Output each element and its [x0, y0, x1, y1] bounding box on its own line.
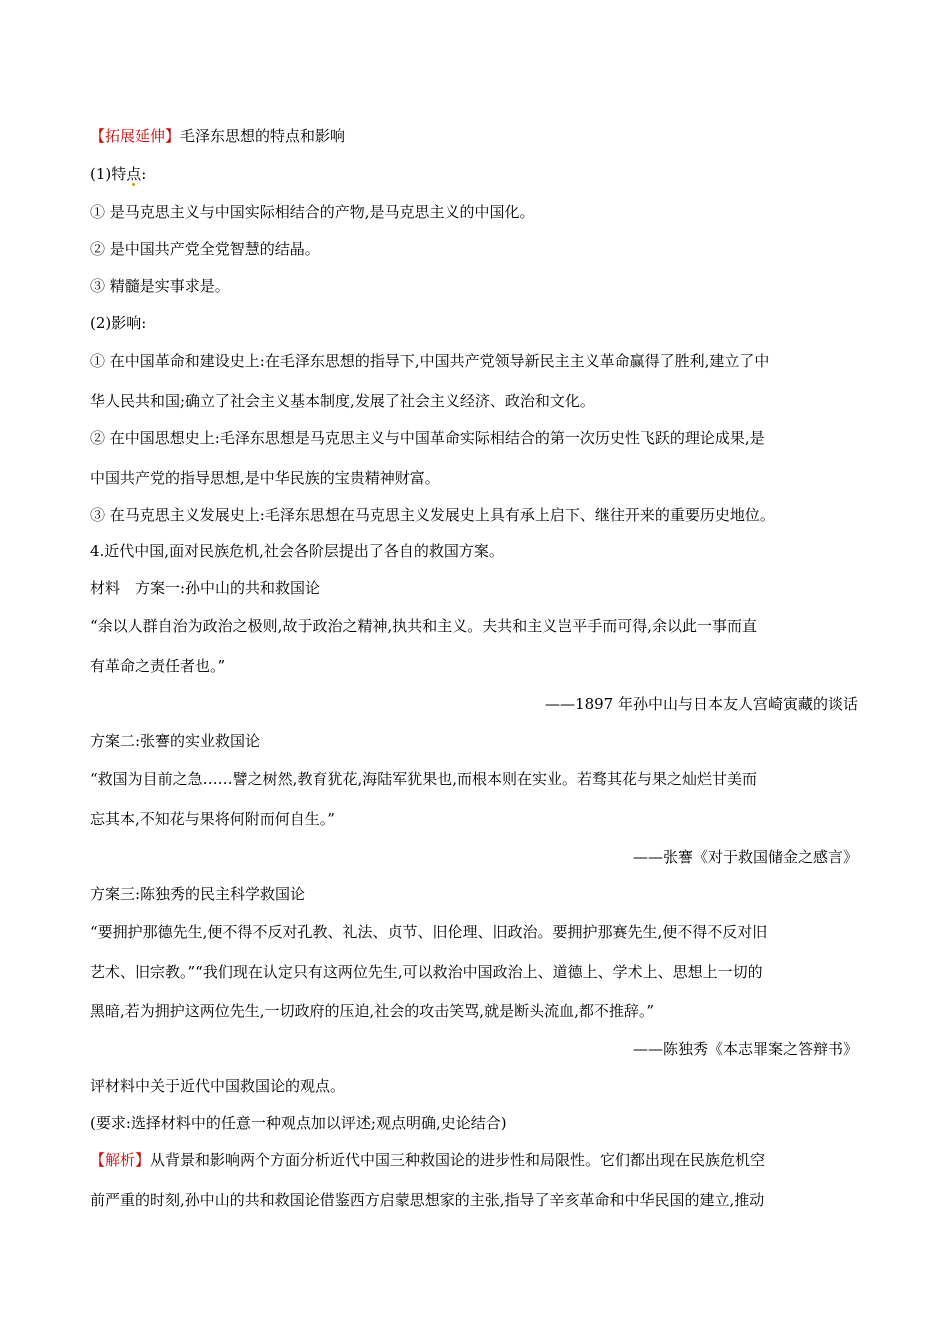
material-3-quote-line-3: 黑暗,若为拥护这两位先生,一切政府的压迫,社会的攻击笑骂,就是断头流血,都不推辞。” [90, 1002, 655, 1020]
material-3-heading: 方案三:陈独秀的民主科学救国论 [90, 885, 306, 903]
question-requirement: (要求:选择材料中的任意一种观点加以评述;观点明确,史论结合) [90, 1114, 507, 1132]
extension-heading [90, 126, 345, 146]
material-2-source: ——张謇《对于救国储金之感言》 [632, 848, 858, 866]
material-1-heading: 材料 方案一:孙中山的共和救国论 [90, 579, 321, 597]
influence-2-line-1: ② 在中国思想史上:毛泽东思想是马克思主义与中国革命实际相结合的第一次历史性飞跃的理论成果,是 [90, 429, 765, 447]
extension-tag: 【拓展延伸】 [90, 127, 181, 145]
material-2-quote-line-2: 忘其本,不知花与果将何附而何自生。” [90, 810, 335, 828]
influence-1-line-2: 华人民共和国;确立了社会主义基本制度,发展了社会主义经济、政治和文化。 [90, 392, 595, 410]
influence-heading: (2)影响: [90, 314, 147, 332]
material-3-quote-line-2: 艺术、旧宗教。”“我们现在认定只有这两位先生,可以救治中国政治上、道德上、学术上、思想上一切的 [90, 963, 763, 981]
analysis-tag: 【解析】 [90, 1151, 151, 1169]
material-3-quote-line-1: “要拥护那德先生,便不得不反对孔教、礼法、贞节、旧伦理、旧政治。要拥护那赛先生,便不得不反对旧 [90, 923, 768, 941]
material-3-source: ——陈独秀《本志罪案之答辩书》 [632, 1040, 858, 1058]
extension-title: 毛泽东思想的特点和影响 [180, 127, 346, 145]
question-ask: 评材料中关于近代中国救国论的观点。 [90, 1077, 346, 1095]
analysis-line-2: 前严重的时刻,孙中山的共和救国论借鉴西方启蒙思想家的主张,指导了辛亥革命和中华民国的建立,推动 [90, 1191, 765, 1209]
material-2-quote-line-1: “救国为目前之急……譬之树然,教育犹花,海陆军犹果也,而根本则在实业。若骛其花与果之灿烂甘美而 [90, 770, 757, 788]
feature-1: ① 是马克思主义与中国实际相结合的产物,是马克思主义的中国化。 [90, 203, 535, 221]
influence-1-line-1: ① 在中国革命和建设史上:在毛泽东思想的指导下,中国共产党领导新民主主义革命赢得了胜利,建立了中 [90, 352, 770, 370]
material-1-quote-line-2: 有革命之责任者也。” [90, 657, 226, 675]
influence-3: ③ 在马克思主义发展史上:毛泽东思想在马克思主义发展史上具有承上启下、继往开来的重要历史地位。 [90, 506, 775, 524]
feature-3: ③ 精髓是实事求是。 [90, 277, 230, 295]
features-heading: (1)特点: [90, 165, 147, 183]
feature-2: ② 是中国共产党全党智慧的结晶。 [90, 240, 320, 258]
influence-2-line-2: 中国共产党的指导思想,是中华民族的宝贵精神财富。 [90, 469, 440, 487]
material-2-heading: 方案二:张謇的实业救国论 [90, 732, 261, 750]
material-1-source: ——1897 年孙中山与日本友人宫崎寅藏的谈话 [545, 695, 858, 713]
material-1-quote-line-1: “余以人群自治为政治之极则,故于政治之精神,执共和主义。夫共和主义岂平手而可得,余以此一事而直 [90, 617, 757, 635]
emphasis-dot-char: 点 [126, 165, 142, 183]
analysis-line-1: 【解析】从背景和影响两个方面分析近代中国三种救国论的进步性和局限性。它们都出现在民族危机空 [90, 1151, 766, 1169]
question-4-stem: 4.近代中国,面对民族危机,社会各阶层提出了各自的救国方案。 [90, 542, 504, 560]
